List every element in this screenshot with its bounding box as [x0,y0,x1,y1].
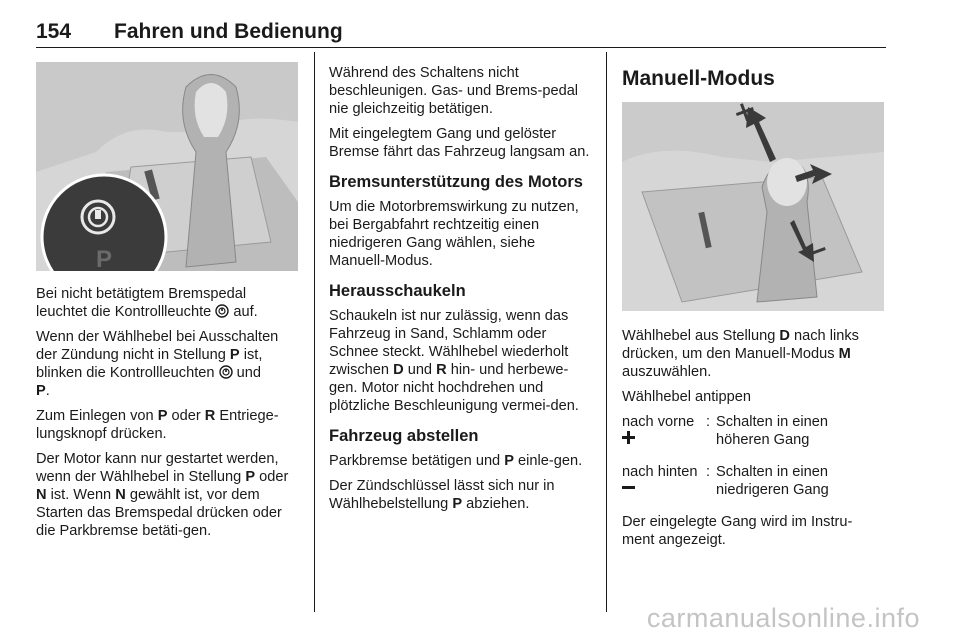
c1-p2-bold1: P [229,347,240,363]
c3-p1a: Wählhebel aus Stellung [622,328,776,344]
c1-p3b: oder [171,408,201,424]
c3-p1b: nach links drücken, um den Manuell-Modus [622,328,859,362]
manual-mode-illustration [622,102,884,311]
heading-herausschaukeln: Herausschaukeln [329,282,466,300]
c1-p4d: gewählt ist, vor dem Starten das Bremspedal drücken oder die Parkbremse betäti-gen. [36,487,282,539]
c2-p6-bold: P [452,496,463,512]
c1-p4c: ist. Wenn [50,487,112,503]
page-number: 154 [36,20,72,43]
c1-p2-bold2: P [36,383,46,399]
c2-p2: Mit eingelegtem Gang und gelöster Bremse fährt das Fahrzeug langsam an. [329,126,590,160]
table-row [622,413,884,463]
c2-p4-bold1: D [393,362,404,378]
shift-up-desc: Schalten in einen höheren Gang [716,414,828,448]
c1-p4-bold2: N [36,487,47,503]
c3-p1c: auszuwählen. [622,364,712,380]
c1-p4a: Der Motor kann nur gestartet werden, wenn der Wählhebel in Stellung [36,451,279,485]
c3-p1-bold2: M [838,346,851,362]
c1-p2a: Wenn der Wählhebel bei Ausschalten der Zündung nicht in Stellung [36,329,279,363]
gear-selector-illustration [36,62,298,271]
shift-up-label: nach vorne [622,414,695,430]
c3-p1-bold1: D [779,328,790,344]
shift-up-sep: : [706,414,711,430]
c1-p3-bold1: P [157,408,168,424]
c1-p2d: . [45,383,50,399]
c1-p2b: ist, blinken die Kontrollleuchten [36,347,263,381]
page-title: Fahren und Bedienung [114,20,343,43]
c2-p4c: hin- und herbewe-gen. Motor nicht hochdrehen und plötzliche Beschleunigung vermei-den. [329,362,579,414]
c1-p1c: auf. [233,304,258,320]
brake-pedal-warning-icon [215,304,229,318]
c3-p2: Wählhebel antippen [622,389,752,405]
c2-p1: Während des Schaltens nicht beschleunigen. Gas- und Brems-pedal nie gleichzeitig betätigen. [329,65,579,117]
c3-p3: Der eingelegte Gang wird im Instru-ment angezeigt. [622,514,853,548]
plus-icon [622,431,635,444]
shift-down-label: nach hinten [622,464,698,480]
watermark: carmanualsonline.info [646,603,920,633]
column-2 [329,64,591,520]
brake-pedal-warning-icon-2 [219,365,233,379]
heading-fahrzeug-abstellen: Fahrzeug abstellen [329,427,479,445]
c2-p3: Um die Motorbremswirkung zu nutzen, bei Bergabfahrt rechtzeitig einen niedrigeren Gang wählen, siehe Manuell-Modus. [329,199,579,269]
section-title-manuell-modus: Manuell-Modus [622,67,775,90]
svg-text:P: P [96,246,113,271]
c1-p3c: Entriege-lungsknopf drücken. [36,408,279,442]
c2-p4b: und [407,362,433,378]
minus-icon [622,486,635,490]
shift-down-desc: Schalten in einen niedrigeren Gang [716,464,829,498]
header-rule [36,47,886,48]
c1-p3-bold2: R [204,408,216,424]
manual-mode-lever-image [622,102,884,311]
column-divider-2 [606,52,607,612]
gear-lever-brake-light-image [36,62,298,271]
page-header [36,20,343,44]
shift-table [622,413,884,499]
column-divider-1 [314,52,315,612]
c1-p2c: und [236,365,261,381]
c1-p1a: Bei nicht betätigtem Bremspedal [36,286,247,302]
c2-p6b: abziehen. [466,496,530,512]
c1-p4-bold1: P [245,469,256,485]
c2-p4a: Schaukeln ist nur zulässig, wenn das Fahrzeug in Sand, Schlamm oder Schnee steckt. Wählhebel wiederholt zwischen [329,308,569,378]
c2-p6a: Der Zündschlüssel lässt sich nur in Wählhebelstellung [329,478,555,512]
table-row [622,463,884,499]
column-1 [36,62,298,547]
shift-up-key [622,413,706,463]
c1-p3a: Zum Einlegen von [36,408,154,424]
c2-p5-bold: P [504,453,514,469]
shift-down-key [622,463,706,499]
shift-down-sep: : [706,464,711,480]
c1-p4b: oder [259,469,289,485]
heading-bremsunterstuetzung: Bremsunterstützung des Motors [329,173,583,191]
c1-p1b: leuchtet die Kontrollleuchte [36,304,212,320]
c2-p4-bold2: R [436,362,447,378]
c1-p4-bold3: N [115,487,126,503]
c2-p5a: Parkbremse betätigen und [329,453,501,469]
c2-p5b: einle-gen. [518,453,583,469]
column-3 [622,66,884,556]
